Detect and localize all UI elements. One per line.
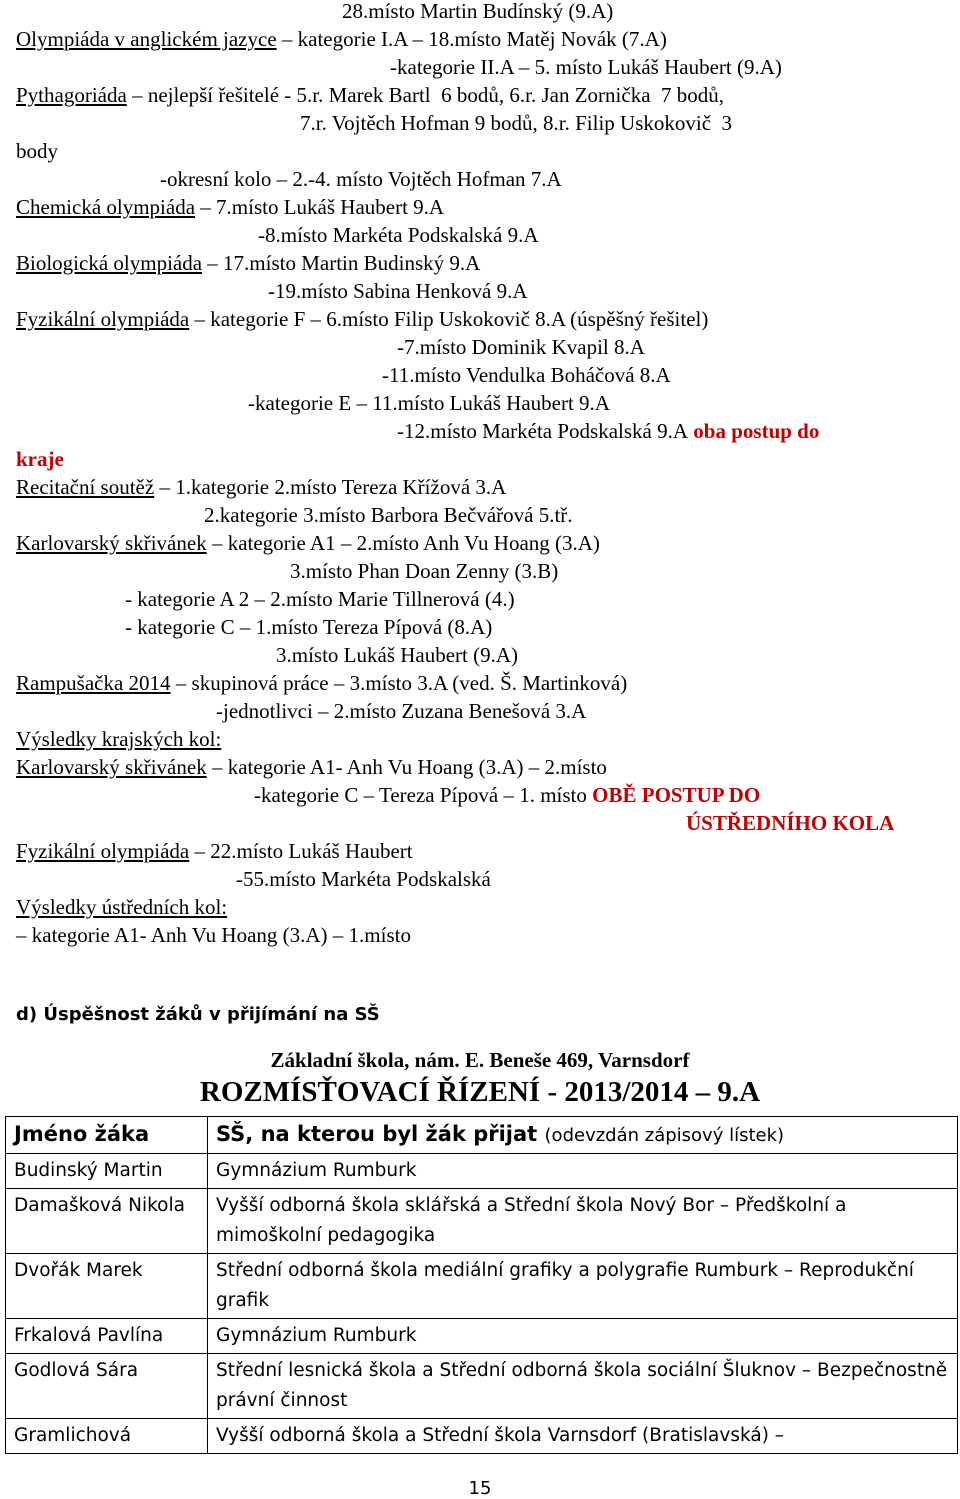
advance-note: ÚSTŘEDNÍHO KOLA bbox=[686, 811, 895, 835]
table-row bbox=[6, 1319, 958, 1354]
competition-name: Karlovarský skřivánek bbox=[16, 531, 207, 555]
admissions-table bbox=[5, 1116, 958, 1454]
admitted-school: Vyšší odborná škola sklářská a Střední škola Nový Bor – Předškolní a mimoškolní pedagogika bbox=[208, 1189, 958, 1254]
competition-name: Biologická olympiáda bbox=[16, 251, 203, 275]
competition-name: Rampušačka 2014 bbox=[16, 671, 171, 695]
school-title: ROZMÍSŤOVACÍ ŘÍZENÍ - 2013/2014 – 9.A bbox=[199, 1076, 761, 1108]
result-line: 2.kategorie 3.místo Barbora Bečvářová 5.tř. bbox=[204, 503, 573, 527]
competition-name: Karlovarský skřivánek bbox=[16, 755, 207, 779]
admitted-school: Gymnázium Rumburk bbox=[208, 1154, 958, 1189]
result-line: -kategorie II.A – 5. místo Lukáš Haubert (9.A) bbox=[390, 55, 782, 79]
page-number: 15 bbox=[468, 1478, 492, 1499]
result-line: -jednotlivci – 2.místo Zuzana Benešová 3.A bbox=[216, 699, 587, 723]
result-line: Karlovarský skřivánek – kategorie A1 – 2.místo Anh Vu Hoang (3.A) bbox=[16, 531, 600, 555]
column-header-school: SŠ, na kterou byl žák přijat (odevzdán zápisový lístek) bbox=[208, 1117, 958, 1154]
result-line: Pythagoriáda – nejlepší řešitelé - 5.r. Marek Bartl 6 bodů, 6.r. Jan Zornička 7 bodů, bbox=[16, 83, 725, 107]
result-line: Rampušačka 2014 – skupinová práce – 3.místo 3.A (ved. Š. Martinková) bbox=[16, 671, 628, 695]
result-line bbox=[16, 726, 221, 752]
result-line: -55.místo Markéta Podskalská bbox=[236, 867, 491, 891]
admitted-school: Střední odborná škola mediální grafiky a polygrafie Rumburk – Reprodukční grafik bbox=[208, 1254, 958, 1319]
student-name: Damašková Nikola bbox=[6, 1189, 208, 1254]
competition-name: Chemická olympiáda bbox=[16, 195, 196, 219]
student-name: Budinský Martin bbox=[6, 1154, 208, 1189]
table-row bbox=[6, 1189, 958, 1254]
student-name: Dvořák Marek bbox=[6, 1254, 208, 1319]
advance-note: kraje bbox=[16, 447, 64, 471]
result-line: - kategorie A 2 – 2.místo Marie Tillnerová (4.) bbox=[125, 587, 515, 611]
table-row bbox=[6, 1419, 958, 1454]
result-line: Fyzikální olympiáda – kategorie F – 6.místo Filip Uskokovič 8.A (úspěšný řešitel) bbox=[16, 307, 709, 331]
table-row bbox=[6, 1354, 958, 1419]
table-row bbox=[6, 1254, 958, 1319]
student-name: Gramlichová bbox=[6, 1419, 208, 1454]
result-line: 7.r. Vojtěch Hofman 9 bodů, 8.r. Filip Uskokovič 3 bbox=[300, 111, 733, 135]
result-line: - kategorie C – 1.místo Tereza Pípová (8.A) bbox=[125, 615, 493, 639]
result-line: Karlovarský skřivánek – kategorie A1- Anh Vu Hoang (3.A) – 2.místo bbox=[16, 755, 607, 779]
result-line: Biologická olympiáda – 17.místo Martin Budinský 9.A bbox=[16, 251, 481, 275]
result-line: Chemická olympiáda – 7.místo Lukáš Haubert 9.A bbox=[16, 195, 445, 219]
result-line: body bbox=[16, 139, 58, 163]
competition-name: Fyzikální olympiáda bbox=[16, 307, 190, 331]
table-header-row bbox=[6, 1117, 958, 1154]
competition-name: Olympiáda v anglickém jazyce bbox=[16, 27, 277, 51]
competition-name: Recitační soutěž bbox=[16, 475, 155, 499]
result-line: -19.místo Sabina Henková 9.A bbox=[268, 279, 528, 303]
result-line: -okresní kolo – 2.-4. místo Vojtěch Hofman 7.A bbox=[160, 167, 562, 191]
result-line: – kategorie A1- Anh Vu Hoang (3.A) – 1.místo bbox=[16, 923, 411, 947]
result-line: -7.místo Dominik Kvapil 8.A bbox=[397, 335, 645, 359]
result-line: 3.místo Phan Doan Zenny (3.B) bbox=[290, 559, 559, 583]
column-header-name: Jméno žáka bbox=[6, 1117, 208, 1154]
advance-note: oba postup do bbox=[688, 419, 820, 443]
result-line: -11.místo Vendulka Boháčová 8.A bbox=[382, 363, 671, 387]
school-name: Základní škola, nám. E. Beneše 469, Varnsdorf bbox=[270, 1048, 690, 1072]
result-line: 3.místo Lukáš Haubert (9.A) bbox=[276, 643, 519, 667]
result-line: -kategorie C – Tereza Pípová – 1. místo OBĚ POSTUP DO bbox=[254, 783, 761, 807]
result-line: -12.místo Markéta Podskalská 9.A oba postup do bbox=[397, 419, 820, 443]
admitted-school: Střední lesnická škola a Střední odborná škola sociální Šluknov – Bezpečnostně právní činnost bbox=[208, 1354, 958, 1419]
result-line bbox=[16, 894, 227, 920]
result-line: -kategorie E – 11.místo Lukáš Haubert 9.A bbox=[248, 391, 610, 415]
competition-name: Fyzikální olympiáda bbox=[16, 839, 190, 863]
section-label: Výsledky ústředních kol: bbox=[16, 895, 228, 919]
section-label: Výsledky krajských kol: bbox=[16, 727, 222, 751]
result-line: Recitační soutěž – 1.kategorie 2.místo Tereza Křížová 3.A bbox=[16, 475, 507, 499]
advance-note: OBĚ POSTUP DO bbox=[592, 783, 761, 807]
competition-name: Pythagoriáda bbox=[16, 83, 127, 107]
result-line: Olympiáda v anglickém jazyce – kategorie I.A – 18.místo Matěj Novák (7.A) bbox=[16, 27, 667, 51]
result-line: 28.místo Martin Budínský (9.A) bbox=[342, 0, 614, 23]
result-line bbox=[686, 810, 894, 836]
admitted-school: Vyšší odborná škola a Střední škola Varnsdorf (Bratislavská) – bbox=[208, 1419, 958, 1454]
admitted-school: Gymnázium Rumburk bbox=[208, 1319, 958, 1354]
student-name: Godlová Sára bbox=[6, 1354, 208, 1419]
result-line: -8.místo Markéta Podskalská 9.A bbox=[258, 223, 539, 247]
result-line bbox=[16, 446, 64, 472]
student-name: Frkalová Pavlína bbox=[6, 1319, 208, 1354]
result-line: Fyzikální olympiáda – 22.místo Lukáš Haubert bbox=[16, 839, 413, 863]
section-heading: d) Úspěšnost žáků v přijímání na SŠ bbox=[16, 1004, 380, 1025]
table-row bbox=[6, 1154, 958, 1189]
